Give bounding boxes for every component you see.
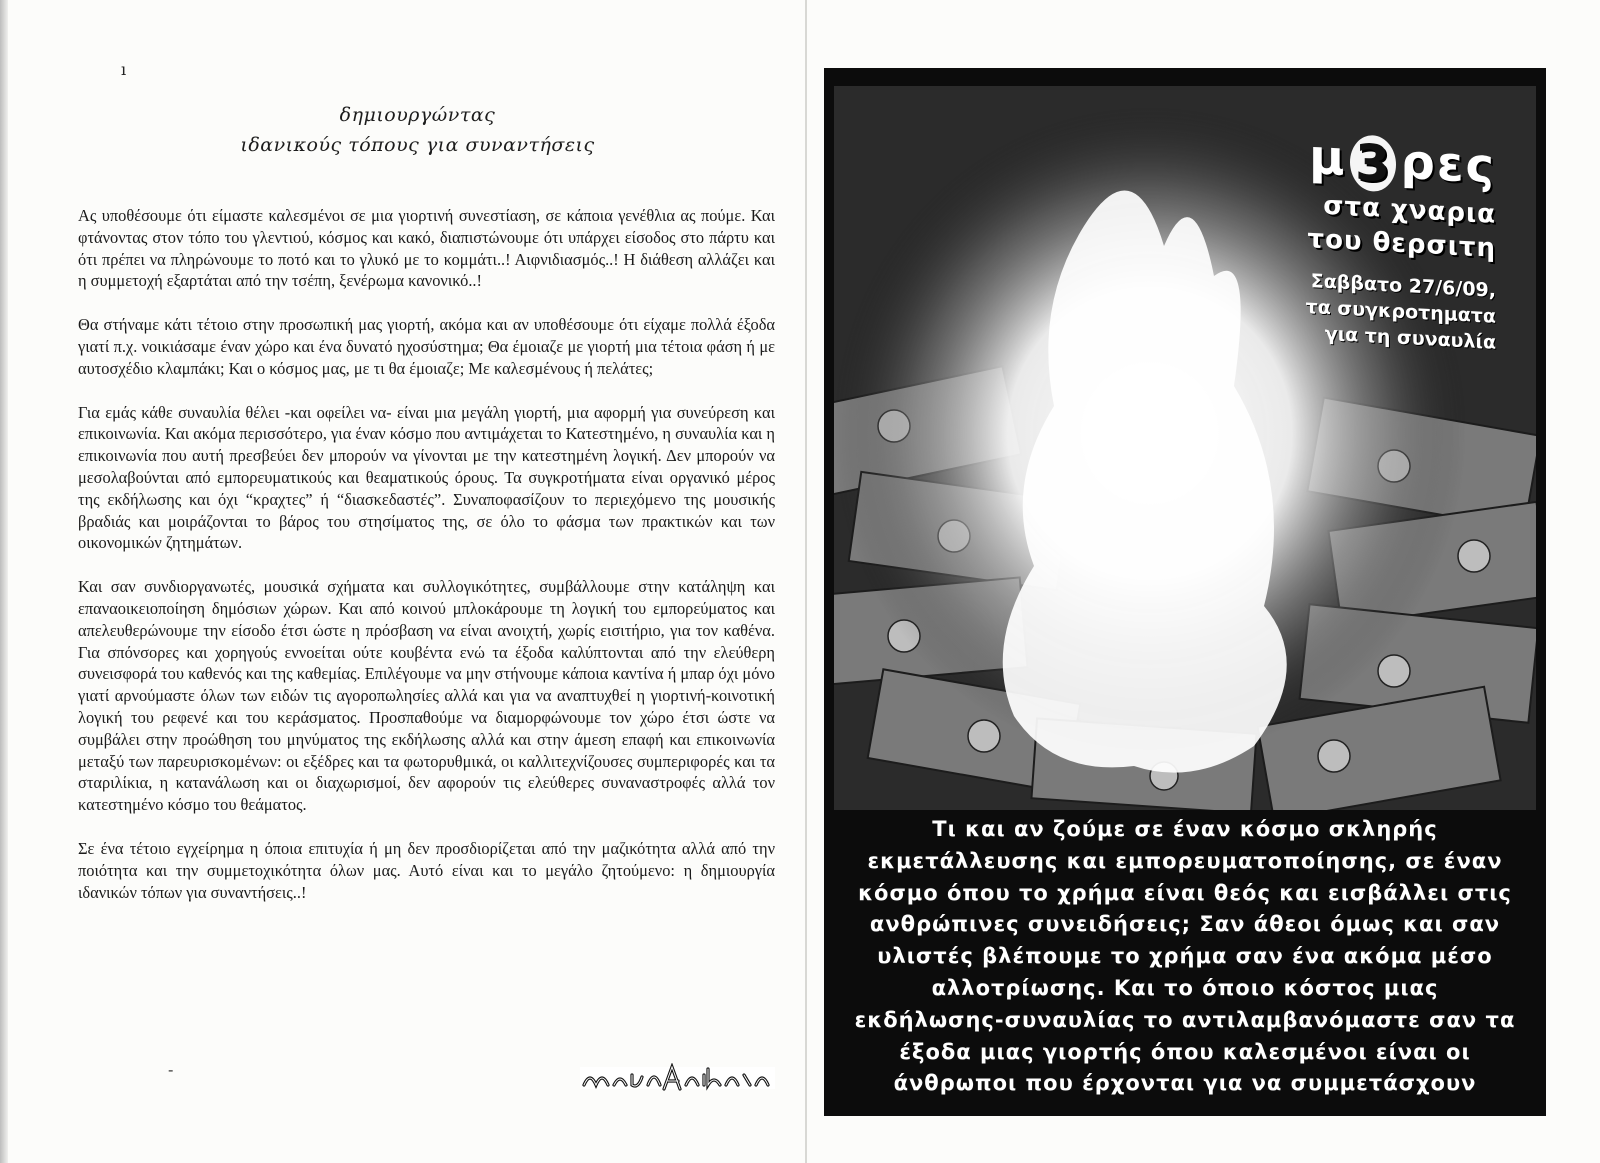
signature-logo: [580, 1063, 775, 1093]
headline-prefix: μ: [1309, 129, 1347, 187]
title-line-1: δημιουργώντας: [339, 104, 496, 126]
paragraph-4: Και σαν συνδιοργανωτές, μουσικά σχήματα και συλλογικότητες, συμβάλλουμε στην κατάληψη και επαναοικειοποίηση δημόσιων χώρων. Και από κοινού μπλοκάρουμε τη λογική του εμπορεύματος και απελευθερώνουμε την είσοδο έτσι ώστε η πρόσβαση να είναι ανοιχτή, χωρίς εισιτήριο, για τον καθένα. Για σπόνσορες και χορηγούς εννοείται ούτε κουβέντα ενώ τα έξοδα καλύπτονται από την ελεύθερη συνεισφορά του καθενός και της καθεμίας. Επιλέγουμε να μην στήνουμε κάποια καντίνα ή μπαρ όχι μόνο γιατί αρνούμαστε όλων των ειδών τις αγοροπωλησίες αλλά και για να αναπτυχθεί η γιορτινή-κοινοτική λογική του ρεφενέ και του κεράσματος. Προσπαθούμε να διαμορφώνουμε τον χώρο έτσι ώστε να συμβάλει στην προώθηση του μηνύματος της εκδήλωσης αλλά και στην άμεση επαφή και επικοινωνία μεταξύ των παρευρισκομένων: οι εξέδρες και τα φωτορυθμικά, οι καλλιτεχνίζουσες συμπεριφορές και τα σταριλίκια, η κατανάλωση και οι διαχωρισμοί, δεν αφορούν τις ελεύθερες συναναστροφές αλλά τον κατεστημένο κόσμο του θεάματος.: [78, 577, 775, 815]
center-fold: [805, 0, 807, 1163]
statement-line: υλιστές βλέπουμε το χρήμα σαν ένα ακόμα μέσο: [877, 944, 1493, 969]
headline-suffix: ρες: [1400, 133, 1496, 195]
statement-line: άνθρωποι που έρχονται για να συμμετάσχουν: [893, 1071, 1477, 1096]
statement-line: κόσμο όπου το χρήμα είναι θεός και εισβάλλει στις: [858, 880, 1512, 905]
paragraph-2: Θα στήναμε κάτι τέτοιο στην προσωπική μας γιορτή, ακόμα και αν υποθέσουμε ότι είχαμε πολλά έξοδα γιατί π.χ. νοικιάσαμε έναν χώρο και ένα δυνατό ηχοσύστημα; Θα έμοιαζε με γιορτή μια τέτοια φάση ή με αυτοσχέδιο κλαμπάκι; Και ο κόσμος μας, με τι θα έμοιαζε; Με καλεσμένους ή πελάτες;: [78, 315, 775, 378]
statement-line: εκμετάλλευσης και εμπορευματοποίησης, σε έναν: [867, 848, 1503, 873]
poster: [824, 68, 1546, 1116]
statement-line: Τι και αν ζούμε σε έναν κόσμο σκληρής: [932, 817, 1438, 841]
page-title: [60, 100, 775, 160]
poster-statement: [824, 814, 1546, 1116]
paragraph-1: Ας υποθέσουμε ότι είμαστε καλεσμένοι σε μια γιορτινή συνεστίαση, σε κάποια γενέθλια ας πούμε. Και φτάνοντας στον τόπο του γλεντιού, κόσμος και κακό, διαπιστώνουμε ότι υπάρχει είσοδος στο πάρτυ και ότι πρέπει να πληρώνουμε το ποτό και το γλυκό με το κομμάτι..! Αιφνιδιασμός..! Η διάθεση αλλάζει και η συμμετοχή εξαρτάται από την τσέπη, ξενέρωμα κανονικό..!: [78, 206, 775, 291]
poster-photo-burning-money: [834, 86, 1536, 810]
statement-line: έξοδα μιας γιορτής όπου καλεσμένοι είναι οι: [899, 1039, 1471, 1064]
headline-line-2: στα χναρια: [1323, 190, 1496, 230]
article-body: [78, 205, 775, 925]
event-line-2: τα συγκροτηματα: [1305, 295, 1496, 328]
statement-line: εκδήλωσης-συναυλίας το αντιλαμβανόμαστε σαν τα: [854, 1007, 1516, 1032]
paragraph-3: Για εμάς κάθε συναυλία θέλει -και οφείλει να- είναι μια μεγάλη γιορτή, μια αφορμή για συνεύρεση και επικοινωνία. Και ακόμα περισσότερο, για έναν κόσμο που αντιμάχεται το Κατεστημένο, η συναυλία και η επικοινωνία που αυτή πρεσβεύει δεν μπορούν να γίνονται με την κατεστημένη λογική. Δεν μπορούν να μεσολαβούνται από εμπορευματικούς και θεαματικούς όρους. Τα συγκροτήματα είναι οργανικό μέρος της εκδήλωσης και όχι “κραχτες” ή “διασκεδαστές”. Συναποφασίζουν το περιεχόμενο της μουσικής βραδιάς και μοιράζονται το βάρος του στησίματος της, σε όλο το φάσμα των πρακτικών και των οικονομικών ζητημάτων.: [78, 402, 775, 553]
event-info: [1236, 264, 1496, 356]
statement-text: [834, 814, 1536, 1100]
title-line-2: ιδανικούς τόπους για συναντήσεις: [240, 134, 595, 156]
event-date: Σαββατο 27/6/09,: [1310, 270, 1496, 302]
statement-line: αλλοτρίωσης. Και το όποιο κόστος μιας: [931, 975, 1439, 1000]
paragraph-5: Σε ένα τέτοιο εγχείρημα η όποια επιτυχία ή μη δεν προσδιορίζεται από την μαζικότητα αλλά από την ποιότητα και την συμμετοχικότητα όλων μας. Αυτό είναι και το μεγάλο ζητούμενο: η δημιουργία ιδανικών τόπων για συναντήσεις..!: [78, 838, 775, 902]
poster-headline: [1236, 127, 1496, 356]
headline-number: 3: [1350, 134, 1396, 192]
statement-line: ανθρώπινες συνειδήσεις; Σαν άθεοι όμως και σαν: [869, 912, 1501, 937]
headline-line-3: του θερσιτη: [1307, 223, 1496, 264]
scan-edge: [0, 0, 8, 1163]
left-page: [60, 0, 775, 1163]
scan-speck: ı: [121, 60, 127, 79]
page-dash: -: [168, 1060, 174, 1079]
event-line-3: για τη συναυλία: [1324, 322, 1496, 354]
